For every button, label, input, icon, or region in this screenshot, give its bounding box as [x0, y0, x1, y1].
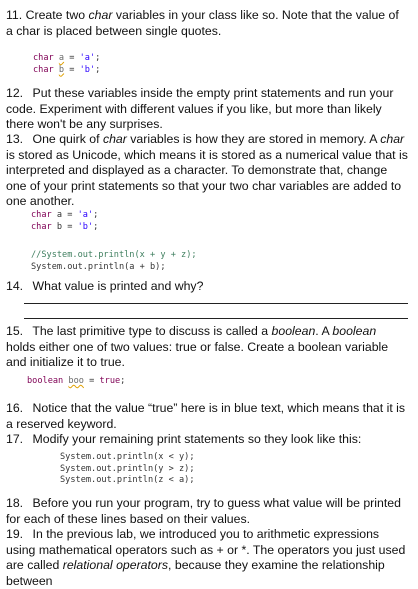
item-number: 14.	[6, 279, 24, 293]
item-text: The last primitive type to discuss is called a	[32, 324, 272, 338]
item-text: variables is how they are stored in memory. A	[126, 132, 381, 146]
item-11	[6, 8, 408, 39]
item-keyword: char	[102, 132, 127, 146]
item-number: 13.	[6, 132, 24, 146]
item-text: , because they examine the relationship between	[6, 558, 385, 588]
code-line-2: char b = 'b';	[33, 64, 101, 75]
item-keyword: relational operators	[62, 558, 169, 572]
item-keyword: char	[380, 132, 405, 146]
item-keyword: boolean	[332, 324, 377, 338]
item-text: Put these variables inside the empty print statements and run your code. Experiment with different values if you like, but more than likely there won't be any surprises.	[6, 86, 394, 131]
item-17	[6, 432, 408, 448]
item-18	[6, 496, 408, 527]
unused-variable-warning: boo	[68, 376, 84, 386]
code-line-2: char b = 'b';	[31, 221, 99, 232]
item-number: 19.	[6, 527, 24, 541]
item-12	[6, 86, 408, 133]
code-line-print: System.out.println(a + b);	[31, 261, 166, 272]
item-number: 18.	[6, 496, 24, 510]
code-block-print-statements	[31, 250, 197, 273]
code-line-1: System.out.println(x < y);	[60, 452, 195, 462]
code-block-relational	[60, 452, 195, 487]
answer-line-2	[24, 318, 408, 319]
code-line-3: System.out.println(z < a);	[60, 475, 195, 485]
item-text: One quirk of	[32, 132, 103, 146]
item-keyword: char	[88, 8, 113, 22]
unused-variable-warning: a	[58, 53, 65, 63]
unused-variable-warning: b	[58, 64, 65, 75]
item-text: variables in your class like so. Note that the value of a char is placed between single quotes.	[6, 8, 399, 38]
code-comment-line: //System.out.println(x + y + z);	[31, 250, 197, 260]
item-text: Create two	[25, 8, 89, 22]
item-number: 17.	[6, 432, 24, 446]
item-number: 12.	[6, 86, 24, 100]
item-16	[6, 401, 408, 432]
code-block-char-addition	[31, 210, 98, 233]
item-text: In the previous lab, we introduced you to arithmetic expressions using mathematical operators such as + or *. The operators you just used are called	[6, 527, 406, 572]
code-line-1: char a = 'a';	[33, 53, 101, 63]
item-19	[6, 527, 408, 589]
item-text: Before you run your program, try to guess what value will be printed for each of these lines based on their values.	[6, 496, 401, 526]
item-text: What value is printed and why?	[32, 279, 204, 293]
item-keyword: boolean	[271, 324, 316, 338]
code-block-char-declarations	[33, 53, 100, 76]
code-line-2: System.out.println(y > z);	[60, 463, 195, 474]
code-line-1: char a = 'a';	[31, 210, 99, 220]
item-number: 15.	[6, 324, 24, 338]
code-block-boolean: boolean boo = true;	[27, 376, 126, 386]
item-14	[6, 279, 408, 295]
item-number: 11.	[6, 8, 23, 22]
answer-line-1	[24, 303, 408, 304]
item-text: Modify your remaining print statements so they look like this:	[32, 432, 362, 446]
item-text: Notice that the value “true” here is in blue text, which means that it is a reserved keyword.	[6, 401, 406, 431]
item-text: holds either one of two values: true or false. Create a boolean variable and initialize it to true.	[6, 339, 389, 369]
item-15	[6, 324, 408, 371]
item-text: is stored as Unicode, which means it is stored as a numerical value that is interpreted and displayed as a character. To demonstrate that, change one of your print statements so that your two char variables are added to one another.	[6, 147, 408, 208]
item-number: 16.	[6, 401, 24, 415]
item-13	[6, 132, 408, 210]
item-text: . A	[315, 324, 333, 338]
